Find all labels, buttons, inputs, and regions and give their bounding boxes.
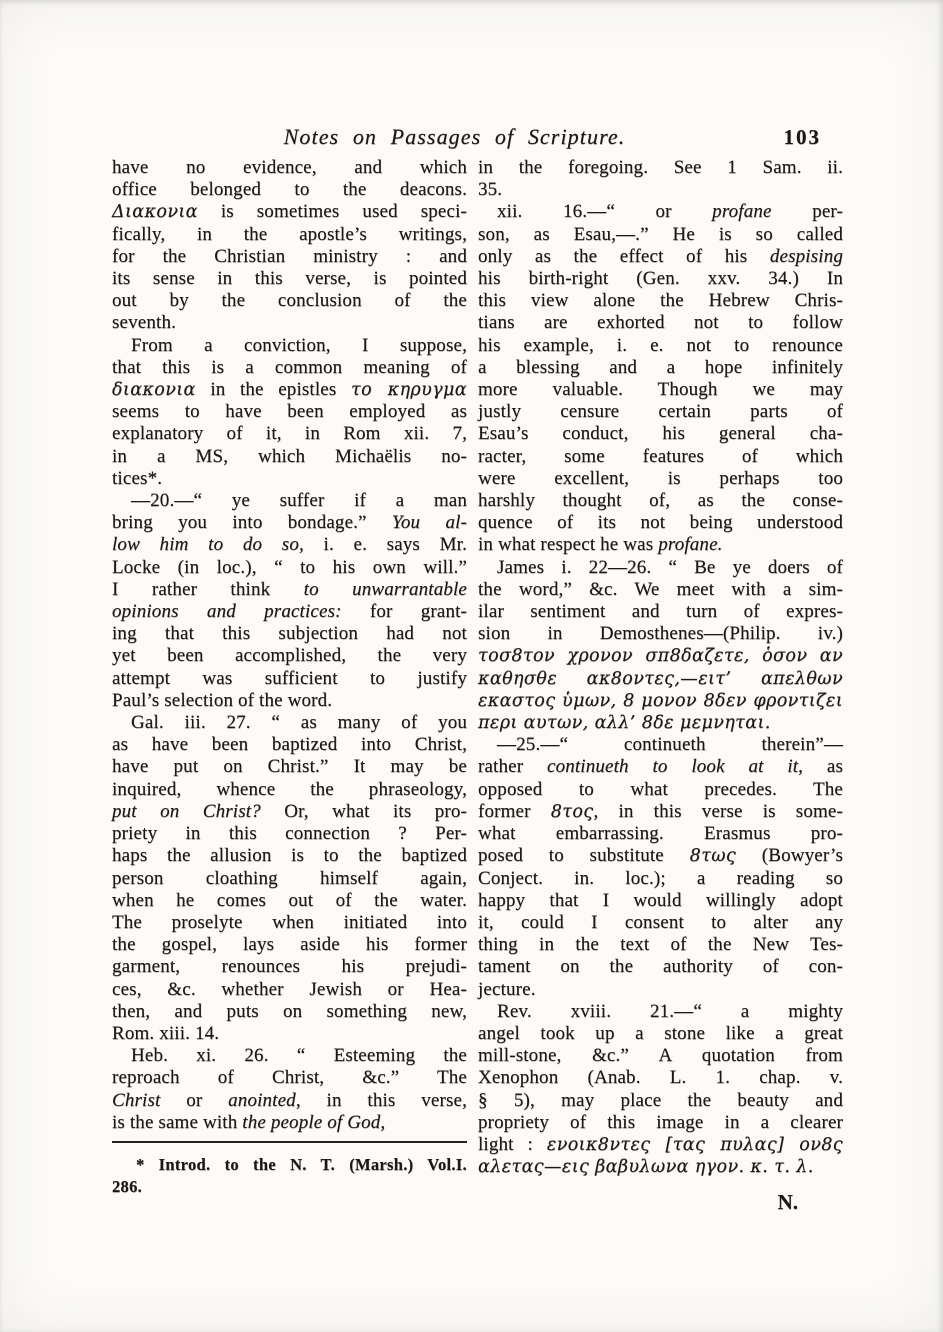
page-number: 103 — [783, 125, 821, 149]
text-line: Christ or anointed, in this verse, — [112, 1089, 467, 1111]
text-line: a blessing and a hope infinitely — [478, 356, 843, 378]
footnote-line-1: * Introd. to the N. T. (Marsh.) Vol.I. — [136, 1155, 467, 1174]
text-line — [478, 668, 843, 690]
text-line: the word,” &c. We meet with a sim- — [478, 578, 843, 600]
text-line: Rom. xiii. 14. — [112, 1022, 220, 1044]
text-line: jecture. — [478, 978, 536, 1000]
greek-text: τοσ8τον χρονον σπ8δαζετε, ὁσον αν — [478, 646, 843, 667]
text-line: Esau’s conduct, his general cha- — [478, 423, 843, 445]
text-line: ilar sentiment and turn of expres- — [478, 601, 843, 623]
text-line — [478, 1156, 843, 1178]
text-line: his birth-right (Gen. xxv. 34.) In — [478, 268, 843, 290]
greek-text: καθησθε ακ8οντες,—ειτ’ απελθων — [478, 668, 843, 689]
text-line: happy that I would willingly adopt — [478, 889, 843, 911]
paragraph — [112, 1045, 467, 1134]
text-line: is the same with the people of God, — [112, 1111, 386, 1133]
italic-text: profane. — [658, 534, 723, 556]
text-line: his example, i. e. not to renounce — [478, 334, 843, 356]
text-line: 35. — [478, 179, 503, 201]
paragraph — [478, 1001, 843, 1179]
text-line: that this is a common meaning of — [112, 356, 467, 378]
text-line: in a MS, which Michaëlis no- — [112, 445, 467, 467]
page-title: Notes on Passages of Scripture. — [283, 124, 626, 149]
text-line: justly censure certain parts of — [478, 401, 843, 423]
text-line: The proselyte when initiated into — [112, 911, 467, 933]
text-line: as have been baptized into Christ, — [112, 734, 467, 756]
text-line: Rev. xviii. 21.—“ a mighty — [497, 1000, 843, 1022]
italic-text: You al- — [391, 512, 467, 534]
text-line: more valuable. Though we may — [478, 379, 843, 401]
text-line: § 5), may place the beauty and — [478, 1089, 843, 1111]
text-line: From a conviction, I suppose, — [131, 334, 467, 356]
text-line: in the foregoing. See 1 Sam. ii. — [478, 157, 843, 178]
text-line: this view alone the Hebrew Chris- — [478, 290, 843, 312]
text-line: quence of its not being understood — [478, 512, 843, 534]
text-line: reproach of Christ, &c.” The — [112, 1067, 467, 1089]
text-line: seems to have been employed as — [112, 401, 467, 423]
text-line: James i. 22—26. “ Be ye doers of — [497, 556, 843, 578]
text-line: were excellent, is perhaps too — [478, 467, 843, 489]
text-line: mill-stone, &c.” A quotation from — [478, 1045, 843, 1067]
italic-text: to unwarrantable — [303, 578, 468, 600]
footnote-line-2: 286. — [112, 1177, 143, 1196]
text-line: priety in this connection ? Per- — [112, 823, 467, 845]
text-line: Xenophon (Anab. L. 1. chap. v. — [478, 1067, 843, 1089]
text-line: son, as Esau,—.” He is so called — [478, 223, 843, 245]
greek-text: περι αυτων, αλλ’ 8δε μεμνηται. — [478, 713, 771, 734]
text-line: out by the conclusion of the — [112, 290, 467, 312]
signature-mark: N. — [777, 1190, 798, 1214]
text-line: ing that this subjection had not — [112, 623, 467, 645]
text-line: διακονια in the epistles το κηρυγμα — [112, 379, 467, 401]
text-line: —20.—“ ye suffer if a man — [131, 490, 467, 512]
text-line: low him to do so, i. e. says Mr. — [112, 534, 467, 556]
text-line: sion in Demosthenes—(Philip. iv.) — [478, 623, 843, 645]
text-line: Locke (in loc.), “ to his own will.” — [112, 556, 467, 578]
text-line: haps the allusion is to the baptized — [112, 845, 467, 867]
italic-text: opinions and practices: — [112, 601, 342, 623]
text-line: explanatory of it, in Rom xii. 7, — [112, 423, 467, 445]
greek-text: το κηρυγμα — [350, 380, 467, 401]
text-line: Heb. xi. 26. “ Esteeming the — [131, 1045, 467, 1067]
paragraph — [112, 157, 467, 335]
text-line: in what respect he was profane. — [478, 534, 723, 556]
greek-text: Διακονια — [112, 202, 198, 223]
text-line: tament on the authority of con- — [478, 956, 843, 978]
italic-text: profane — [712, 201, 772, 223]
text-line: then, and puts on something new, — [112, 1000, 467, 1022]
text-line: bring you into bondage.” You al- — [112, 512, 467, 534]
footnote — [112, 1141, 467, 1198]
text-line: I rather think to unwarrantable — [112, 578, 468, 600]
italic-text: put on Christ? — [112, 800, 261, 822]
text-line: inquired, whence the phraseology, — [112, 778, 467, 800]
text-line: ces, &c. whether Jewish or Hea- — [112, 978, 467, 1000]
text-line: tices*. — [112, 467, 163, 489]
italic-text: low him to do so, — [112, 534, 304, 556]
text-line: what embarrassing. Erasmus pro- — [478, 823, 843, 845]
text-line — [478, 712, 843, 734]
text-line: the gospel, lays aside his former — [112, 934, 467, 956]
text-line: put on Christ? Or, what its pro- — [112, 800, 467, 822]
text-line: have put on Christ.” It may be — [112, 756, 467, 778]
text-line: attempt was sufficient to justify — [112, 667, 467, 689]
text-line: opinions and practices: for grant- — [112, 601, 468, 623]
greek-text: 8τως — [689, 846, 737, 867]
footnote-rule — [112, 1141, 467, 1143]
text-line: —25.—“ continueth therein”— — [497, 734, 843, 756]
text-line — [478, 645, 843, 667]
text-line: office belonged to the deacons. — [112, 179, 467, 201]
text-line: it, could I consent to alter any — [478, 911, 843, 933]
text-line: person cloathing himself again, — [112, 867, 467, 889]
text-line: yet been accomplished, the very — [112, 645, 467, 667]
page-header — [110, 124, 843, 154]
paragraph — [112, 490, 467, 712]
text-line: fically, in the apostle’s writings, — [112, 223, 467, 245]
greek-text: ενοικ8ντες [τας πυλας] ον8ς — [546, 1134, 843, 1155]
paragraph — [478, 734, 843, 1000]
text-line: have no evidence, and which — [112, 157, 467, 178]
paragraph — [478, 201, 843, 556]
text-columns — [112, 157, 843, 1178]
italic-text: anointed — [228, 1089, 296, 1111]
text-line: tians are exhorted not to follow — [478, 312, 843, 334]
text-line: for the Christian ministry : and — [112, 245, 467, 267]
text-line: xii. 16.—“ or profane per- — [497, 201, 843, 223]
italic-text: continueth to look at it — [547, 756, 799, 778]
paragraph — [478, 557, 843, 735]
text-line: only as the effect of his despising — [478, 245, 843, 267]
italic-text: the people of God, — [242, 1111, 386, 1133]
text-line: angel took up a stone like a great — [478, 1022, 843, 1044]
text-line: former 8τος, in this verse is some- — [478, 800, 843, 822]
text-line: seventh. — [112, 312, 176, 334]
text-line: garment, renounces his prejudi- — [112, 956, 467, 978]
text-line: its sense in this verse, is pointed — [112, 268, 467, 290]
paragraph — [478, 157, 843, 201]
paragraph — [112, 335, 467, 490]
italic-text: Christ — [112, 1089, 161, 1111]
greek-text: αλετας—εις βαβυλωνα ηγον. κ. τ. λ. — [478, 1157, 814, 1178]
text-line: propriety of this image in a clearer — [478, 1111, 843, 1133]
text-line: Διακονια is sometimes used speci- — [112, 201, 467, 223]
text-line: posed to substitute 8τως (Bowyer’s — [478, 845, 843, 867]
greek-text: εκαστος ὑμων, 8 μονον 8δεν φροντιζει — [478, 690, 843, 711]
text-line: Gal. iii. 27. “ as many of you — [131, 712, 467, 734]
text-line: Paul’s selection of the word. — [112, 689, 333, 711]
greek-text: διακονια — [112, 380, 196, 401]
text-line: rather continueth to look at it, as — [478, 756, 843, 778]
text-line: thing in the text of the New Tes- — [478, 934, 843, 956]
text-line: racter, some features of which — [478, 445, 843, 467]
italic-text: despising — [769, 245, 843, 267]
text-line: harshly thought of, as the conse- — [478, 490, 843, 512]
text-line: opposed to what precedes. The — [478, 778, 843, 800]
text-line — [478, 690, 843, 712]
column-left — [112, 157, 467, 1178]
text-line: when he comes out of the water. — [112, 889, 467, 911]
text-line: light : ενοικ8ντες [τας πυλας] ον8ς — [478, 1133, 843, 1155]
text-line: Conject. in. loc.); a reading so — [478, 867, 843, 889]
column-right — [478, 157, 843, 1178]
greek-text: 8τος — [550, 801, 594, 822]
paragraph — [112, 712, 467, 1045]
